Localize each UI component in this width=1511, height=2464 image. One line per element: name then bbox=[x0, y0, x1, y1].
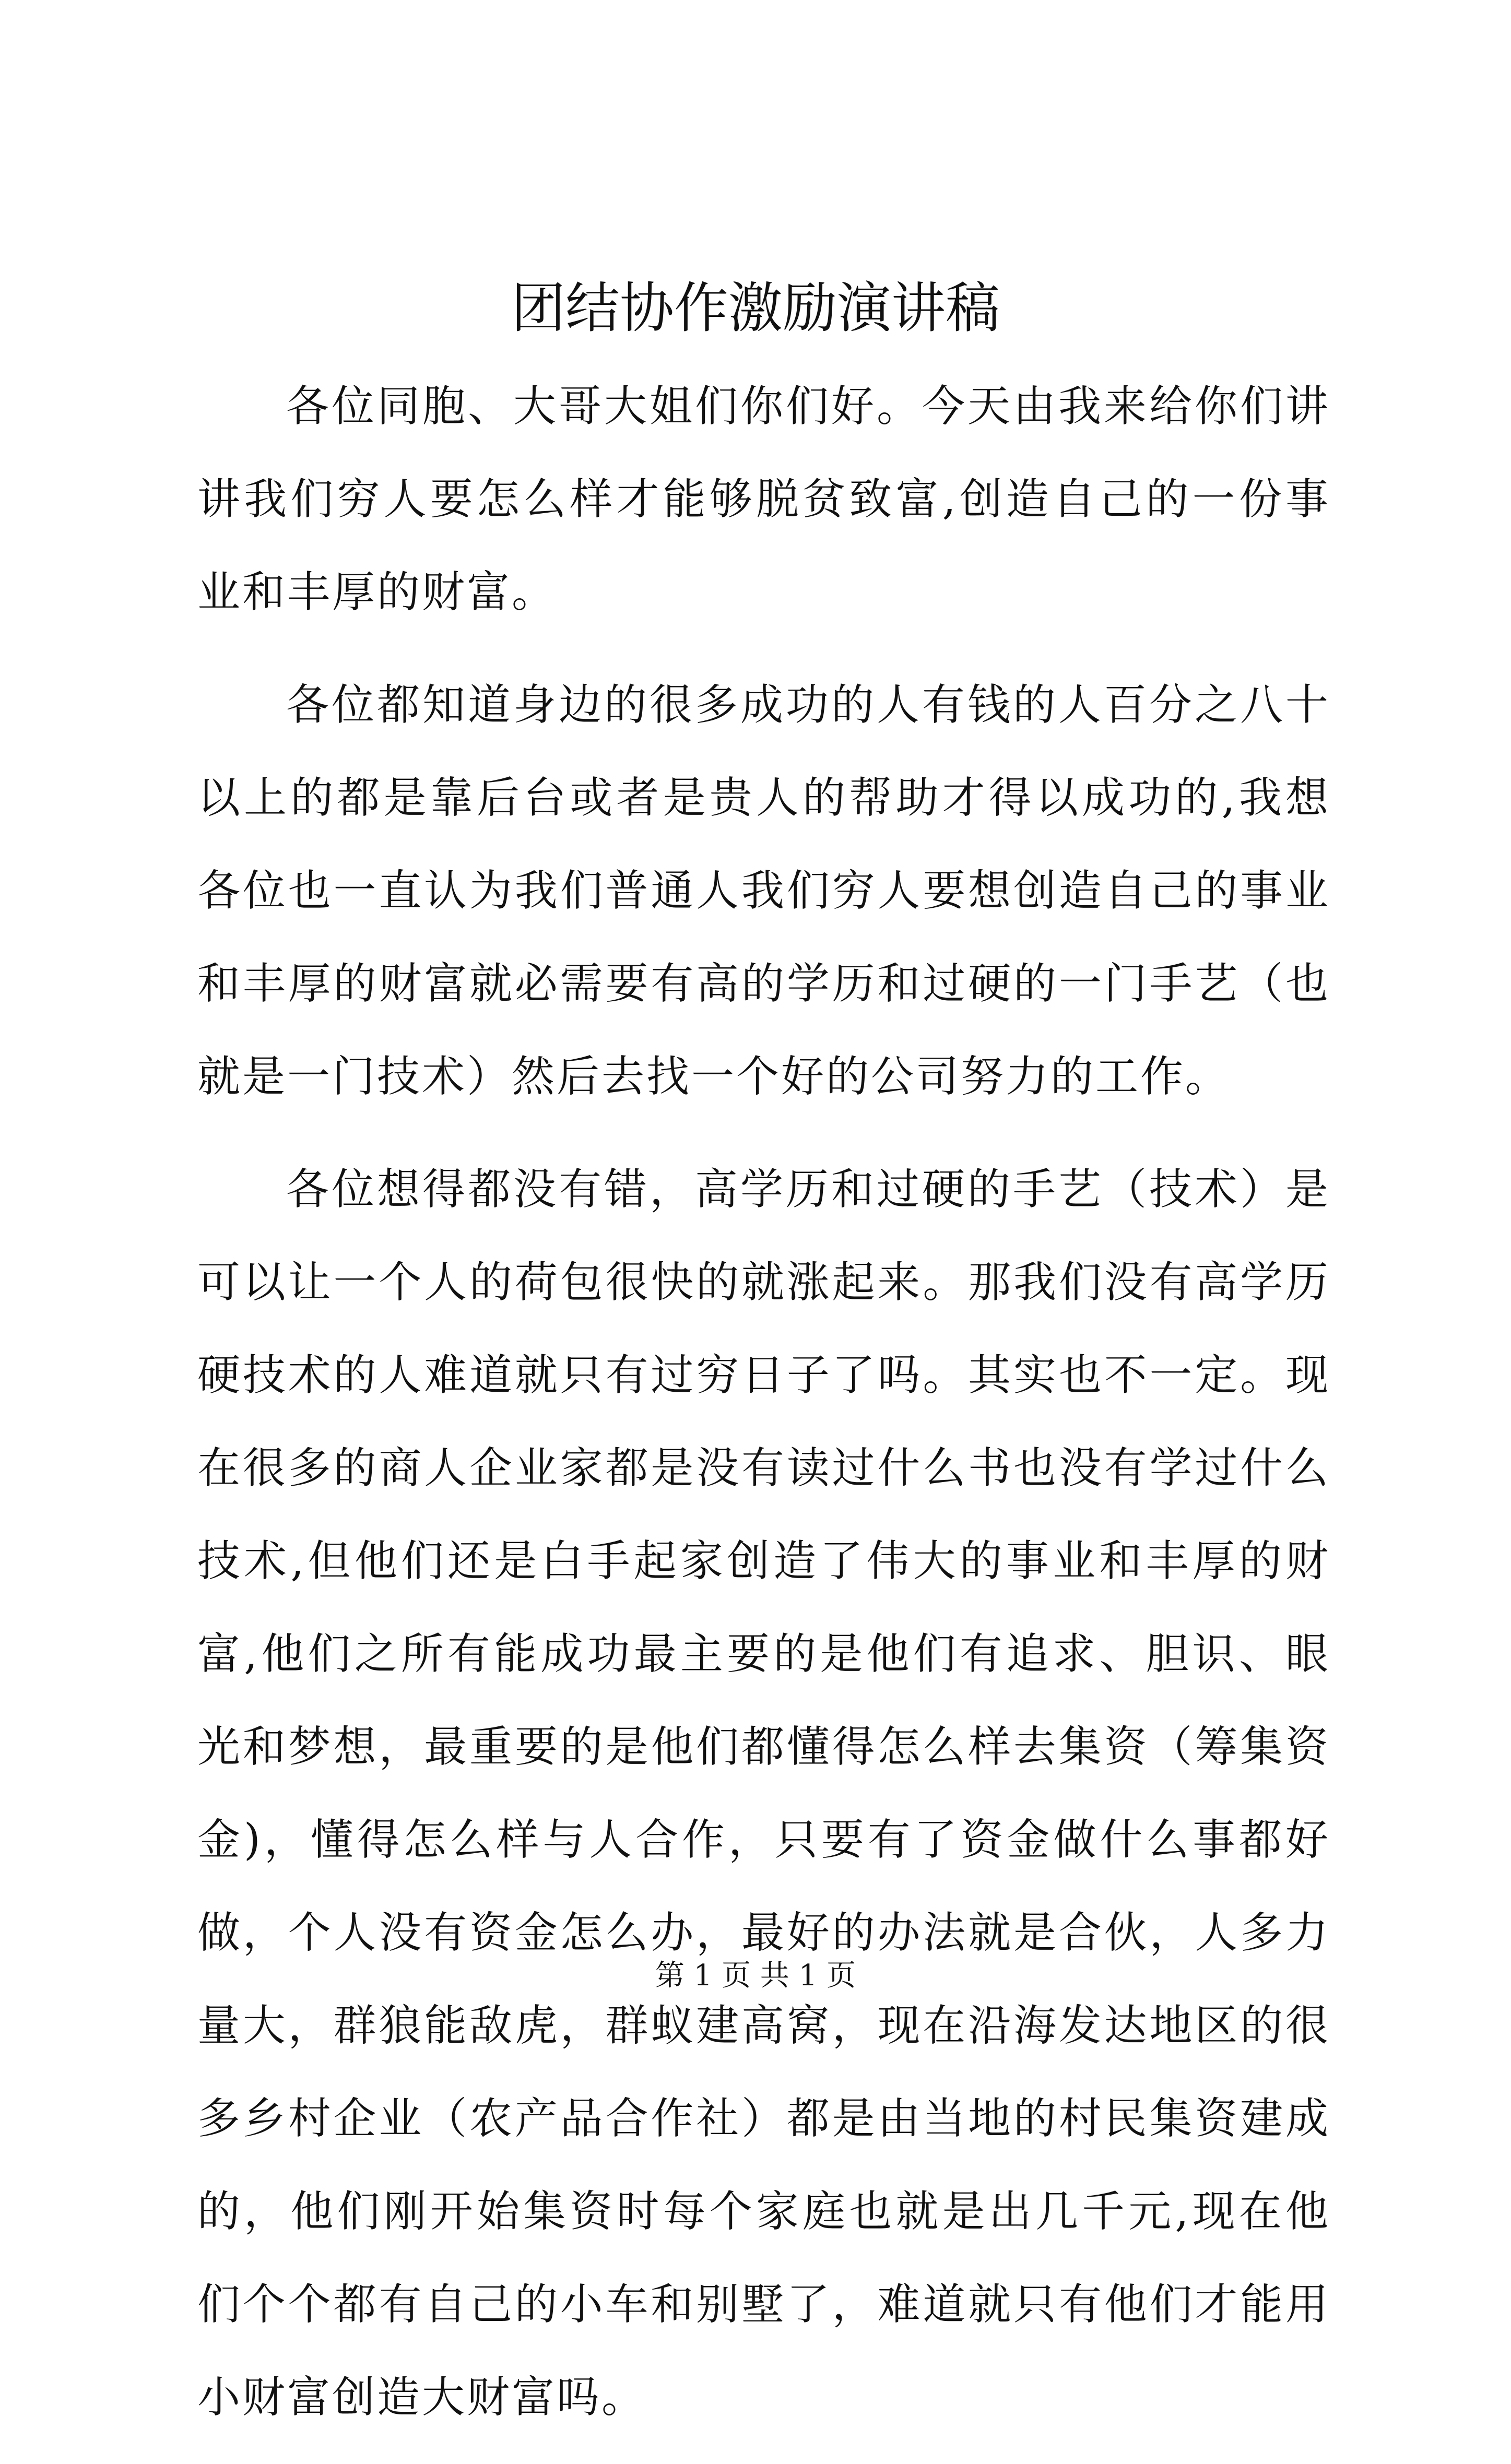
document-body bbox=[197, 360, 1330, 2464]
document-title: 团结协作激励演讲稿 bbox=[511, 276, 1000, 340]
page-footer bbox=[0, 1955, 1511, 1997]
paragraph-2: 各位都知道身边的很多成功的人有钱的人百分之八十以上的都是靠后台或者是贵人的帮助才得以成功的,我想各位也一直认为我们普通人我们穷人要想创造自己的事业和丰厚的财富就必需要有高的学历和过硬的一门手艺（也就是一门技术）然后去找一个好的公司努力的工作。 bbox=[197, 680, 1330, 1101]
paragraph-3: 各位想得都没有错，高学历和过硬的手艺（技术）是可以让一个人的荷包很快的就涨起来。那我们没有高学历硬技术的人难道就只有过穷日子了吗。其实也不一定。现在很多的商人企业家都是没有读过什么书也没有学过什么技术,但他们还是白手起家创造了伟大的事业和丰厚的财富,他们之所有能成功最主要的是他们有追求、胆识、眼光和梦想，最重要的是他们都懂得怎么样去集资（筹集资金)，懂得怎么样与人合作，只要有了资金做什么事都好做，个人没有资金怎么办，最好的办法就是合伙，人多力量大，群狼能敌虎，群蚁建高窝，现在沿海发达地区的很多乡村企业（农产品合作社）都是由当地的村民集资建成的，他们刚开始集资时每个家庭也就是出几千元,现在他们个个都有自己的小车和别墅了，难道就只有他们才能用小财富创造大财富吗。 bbox=[197, 1165, 1330, 2422]
page-number-label: 第 1 页 共 1 页 bbox=[655, 1959, 856, 1993]
paragraph-1: 各位同胞、大哥大姐们你们好。今天由我来给你们讲讲我们穷人要怎么样才能够脱贫致富,创造自己的一份事业和丰厚的财富。 bbox=[197, 382, 1330, 617]
